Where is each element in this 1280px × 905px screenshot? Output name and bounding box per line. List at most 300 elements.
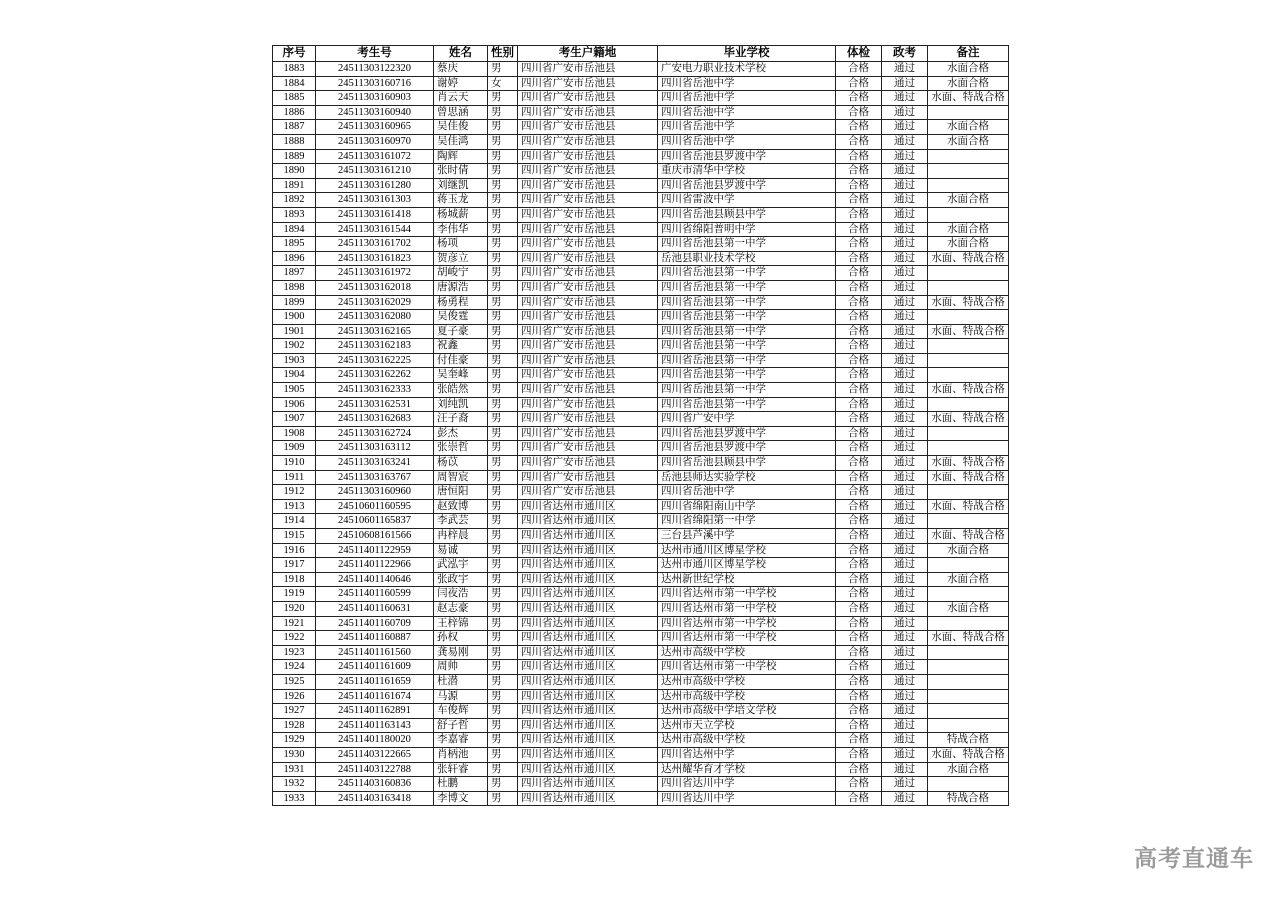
cell-political-check: 通过 — [882, 616, 928, 631]
cell-remark: 水面、特战合格 — [928, 412, 1009, 427]
cell-remark: 水面合格 — [928, 76, 1009, 91]
cell-remark — [928, 660, 1009, 675]
cell-physical-check: 合格 — [836, 164, 882, 179]
cell-name: 冉梓晨 — [434, 529, 488, 544]
cell-name: 杨勇程 — [434, 295, 488, 310]
cell-political-check: 通过 — [882, 777, 928, 792]
cell-index: 1895 — [273, 237, 316, 252]
cell-name: 张崇哲 — [434, 441, 488, 456]
cell-physical-check: 合格 — [836, 689, 882, 704]
cell-physical-check: 合格 — [836, 134, 882, 149]
cell-exam-id: 24511303160970 — [316, 134, 434, 149]
cell-exam-id: 24511401180020 — [316, 733, 434, 748]
cell-remark: 水面、特战合格 — [928, 631, 1009, 646]
cell-name: 王梓锦 — [434, 616, 488, 631]
cell-name: 张轩睿 — [434, 762, 488, 777]
cell-index: 1897 — [273, 266, 316, 281]
cell-political-check: 通过 — [882, 791, 928, 806]
cell-residence: 四川省广安市岳池县 — [518, 266, 658, 281]
cell-gender: 男 — [488, 674, 518, 689]
table-row — [273, 441, 1009, 456]
cell-school: 四川省达州市第一中学校 — [658, 587, 836, 602]
cell-exam-id: 24511401140646 — [316, 572, 434, 587]
cell-index: 1888 — [273, 134, 316, 149]
cell-school: 四川省岳池县第一中学 — [658, 353, 836, 368]
cell-remark: 水面合格 — [928, 62, 1009, 77]
cell-gender: 男 — [488, 601, 518, 616]
cell-physical-check: 合格 — [836, 91, 882, 106]
cell-exam-id: 24511401160599 — [316, 587, 434, 602]
cell-name: 吴俊霆 — [434, 310, 488, 325]
table-row — [273, 704, 1009, 719]
cell-remark — [928, 310, 1009, 325]
cell-exam-id: 24511403122665 — [316, 747, 434, 762]
cell-name: 汪子裔 — [434, 412, 488, 427]
table-row — [273, 339, 1009, 354]
cell-residence: 四川省广安市岳池县 — [518, 310, 658, 325]
cell-name: 陶辉 — [434, 149, 488, 164]
cell-gender: 男 — [488, 266, 518, 281]
cell-name: 杜鹏 — [434, 777, 488, 792]
cell-political-check: 通过 — [882, 120, 928, 135]
cell-name: 谢婷 — [434, 76, 488, 91]
cell-remark — [928, 207, 1009, 222]
cell-index: 1918 — [273, 572, 316, 587]
table-row — [273, 733, 1009, 748]
cell-physical-check: 合格 — [836, 587, 882, 602]
column-header-residence: 考生户籍地 — [518, 46, 658, 62]
cell-index: 1899 — [273, 295, 316, 310]
cell-political-check: 通过 — [882, 222, 928, 237]
cell-remark: 水面合格 — [928, 193, 1009, 208]
cell-school: 广安电力职业技术学校 — [658, 62, 836, 77]
cell-residence: 四川省达州市通川区 — [518, 733, 658, 748]
cell-residence: 四川省广安市岳池县 — [518, 251, 658, 266]
cell-exam-id: 24511403122788 — [316, 762, 434, 777]
table-row — [273, 470, 1009, 485]
cell-school: 四川省绵阳第一中学 — [658, 514, 836, 529]
cell-physical-check: 合格 — [836, 426, 882, 441]
cell-school: 四川省岳池县第一中学 — [658, 339, 836, 354]
cell-remark — [928, 353, 1009, 368]
table-header-row — [273, 46, 1009, 62]
cell-remark — [928, 178, 1009, 193]
cell-political-check: 通过 — [882, 674, 928, 689]
cell-political-check: 通过 — [882, 397, 928, 412]
cell-name: 肖云天 — [434, 91, 488, 106]
cell-gender: 男 — [488, 660, 518, 675]
cell-residence: 四川省广安市岳池县 — [518, 353, 658, 368]
table-row — [273, 62, 1009, 77]
table-row — [273, 718, 1009, 733]
table-row — [273, 105, 1009, 120]
cell-remark — [928, 645, 1009, 660]
cell-school: 重庆市清华中学校 — [658, 164, 836, 179]
column-header-index: 序号 — [273, 46, 316, 62]
cell-residence: 四川省达州市通川区 — [518, 747, 658, 762]
cell-school: 四川省岳池中学 — [658, 76, 836, 91]
cell-remark: 水面合格 — [928, 237, 1009, 252]
cell-index: 1906 — [273, 397, 316, 412]
cell-political-check: 通过 — [882, 529, 928, 544]
cell-school: 四川省岳池县第一中学 — [658, 310, 836, 325]
cell-name: 刘纯凯 — [434, 397, 488, 412]
cell-name: 蔡庆 — [434, 62, 488, 77]
cell-index: 1890 — [273, 164, 316, 179]
cell-name: 吴佳俊 — [434, 120, 488, 135]
cell-political-check: 通过 — [882, 134, 928, 149]
cell-political-check: 通过 — [882, 280, 928, 295]
cell-residence: 四川省达州市通川区 — [518, 572, 658, 587]
cell-physical-check: 合格 — [836, 266, 882, 281]
column-header-remark: 备注 — [928, 46, 1009, 62]
cell-exam-id: 24511303162683 — [316, 412, 434, 427]
cell-school: 四川省岳池中学 — [658, 91, 836, 106]
cell-exam-id: 24511303160965 — [316, 120, 434, 135]
cell-political-check: 通过 — [882, 295, 928, 310]
cell-political-check: 通过 — [882, 353, 928, 368]
cell-residence: 四川省达州市通川区 — [518, 791, 658, 806]
cell-index: 1892 — [273, 193, 316, 208]
cell-political-check: 通过 — [882, 383, 928, 398]
cell-gender: 男 — [488, 412, 518, 427]
cell-index: 1920 — [273, 601, 316, 616]
cell-remark: 水面合格 — [928, 762, 1009, 777]
table-row — [273, 164, 1009, 179]
cell-index: 1911 — [273, 470, 316, 485]
cell-name: 李博文 — [434, 791, 488, 806]
cell-gender: 男 — [488, 543, 518, 558]
table-row — [273, 426, 1009, 441]
cell-political-check: 通过 — [882, 499, 928, 514]
cell-physical-check: 合格 — [836, 631, 882, 646]
cell-exam-id: 24511401161659 — [316, 674, 434, 689]
table-row — [273, 558, 1009, 573]
cell-remark — [928, 587, 1009, 602]
cell-school: 四川省岳池县第一中学 — [658, 383, 836, 398]
cell-exam-id: 24511303163112 — [316, 441, 434, 456]
cell-physical-check: 合格 — [836, 149, 882, 164]
cell-gender: 男 — [488, 339, 518, 354]
table-row — [273, 76, 1009, 91]
table-row — [273, 631, 1009, 646]
cell-index: 1932 — [273, 777, 316, 792]
cell-name: 杜潜 — [434, 674, 488, 689]
cell-index: 1883 — [273, 62, 316, 77]
cell-exam-id: 24511303162333 — [316, 383, 434, 398]
cell-residence: 四川省广安市岳池县 — [518, 397, 658, 412]
cell-political-check: 通过 — [882, 310, 928, 325]
cell-name: 夏子豪 — [434, 324, 488, 339]
cell-residence: 四川省广安市岳池县 — [518, 134, 658, 149]
table-row — [273, 645, 1009, 660]
cell-name: 武泓宇 — [434, 558, 488, 573]
cell-residence: 四川省达州市通川区 — [518, 674, 658, 689]
cell-physical-check: 合格 — [836, 558, 882, 573]
cell-physical-check: 合格 — [836, 324, 882, 339]
cell-physical-check: 合格 — [836, 383, 882, 398]
cell-gender: 男 — [488, 558, 518, 573]
cell-name: 蒋玉龙 — [434, 193, 488, 208]
cell-physical-check: 合格 — [836, 353, 882, 368]
cell-gender: 男 — [488, 791, 518, 806]
cell-residence: 四川省广安市岳池县 — [518, 193, 658, 208]
cell-political-check: 通过 — [882, 339, 928, 354]
table-row — [273, 689, 1009, 704]
cell-gender: 男 — [488, 616, 518, 631]
cell-exam-id: 24511303161280 — [316, 178, 434, 193]
cell-index: 1889 — [273, 149, 316, 164]
table-row — [273, 280, 1009, 295]
cell-school: 达州市高级中学校 — [658, 689, 836, 704]
cell-school: 四川省岳池中学 — [658, 120, 836, 135]
cell-political-check: 通过 — [882, 689, 928, 704]
cell-gender: 男 — [488, 222, 518, 237]
cell-index: 1907 — [273, 412, 316, 427]
cell-name: 车俊辉 — [434, 704, 488, 719]
cell-exam-id: 24510601165837 — [316, 514, 434, 529]
cell-index: 1915 — [273, 529, 316, 544]
table-row — [273, 353, 1009, 368]
cell-remark — [928, 280, 1009, 295]
cell-exam-id: 24511303162165 — [316, 324, 434, 339]
cell-physical-check: 合格 — [836, 295, 882, 310]
cell-name: 彭杰 — [434, 426, 488, 441]
cell-gender: 男 — [488, 762, 518, 777]
cell-remark: 水面合格 — [928, 222, 1009, 237]
cell-remark — [928, 105, 1009, 120]
table-row — [273, 295, 1009, 310]
cell-exam-id: 24511303160960 — [316, 485, 434, 500]
cell-physical-check: 合格 — [836, 222, 882, 237]
cell-gender: 男 — [488, 383, 518, 398]
cell-name: 周智宸 — [434, 470, 488, 485]
table-row — [273, 777, 1009, 792]
cell-residence: 四川省达州市通川区 — [518, 514, 658, 529]
cell-name: 付佳豪 — [434, 353, 488, 368]
cell-remark — [928, 149, 1009, 164]
cell-remark: 水面、特战合格 — [928, 456, 1009, 471]
cell-gender: 男 — [488, 645, 518, 660]
cell-exam-id: 24511303161303 — [316, 193, 434, 208]
cell-residence: 四川省达州市通川区 — [518, 631, 658, 646]
cell-remark — [928, 704, 1009, 719]
cell-school: 达州耀华育才学校 — [658, 762, 836, 777]
cell-physical-check: 合格 — [836, 120, 882, 135]
cell-school: 四川省岳池县罗渡中学 — [658, 441, 836, 456]
cell-remark: 水面、特战合格 — [928, 529, 1009, 544]
cell-physical-check: 合格 — [836, 674, 882, 689]
cell-physical-check: 合格 — [836, 718, 882, 733]
cell-school: 四川省岳池县第一中学 — [658, 280, 836, 295]
cell-school: 四川省绵阳普明中学 — [658, 222, 836, 237]
table-row — [273, 762, 1009, 777]
cell-school: 达州市高级中学校 — [658, 645, 836, 660]
cell-school: 四川省雷波中学 — [658, 193, 836, 208]
cell-physical-check: 合格 — [836, 412, 882, 427]
cell-gender: 男 — [488, 718, 518, 733]
cell-exam-id: 24511303163767 — [316, 470, 434, 485]
cell-residence: 四川省广安市岳池县 — [518, 383, 658, 398]
cell-residence: 四川省达州市通川区 — [518, 601, 658, 616]
cell-school: 四川省岳池县顾县中学 — [658, 207, 836, 222]
cell-residence: 四川省广安市岳池县 — [518, 164, 658, 179]
cell-political-check: 通过 — [882, 193, 928, 208]
cell-index: 1891 — [273, 178, 316, 193]
cell-physical-check: 合格 — [836, 514, 882, 529]
cell-gender: 男 — [488, 426, 518, 441]
cell-political-check: 通过 — [882, 91, 928, 106]
cell-name: 李嘉睿 — [434, 733, 488, 748]
cell-exam-id: 24511401122966 — [316, 558, 434, 573]
cell-index: 1908 — [273, 426, 316, 441]
cell-name: 舒子哲 — [434, 718, 488, 733]
cell-physical-check: 合格 — [836, 207, 882, 222]
cell-gender: 男 — [488, 164, 518, 179]
cell-residence: 四川省广安市岳池县 — [518, 295, 658, 310]
cell-name: 闫夜浩 — [434, 587, 488, 602]
cell-name: 李伟华 — [434, 222, 488, 237]
cell-school: 四川省达州中学 — [658, 747, 836, 762]
cell-exam-id: 24511303162225 — [316, 353, 434, 368]
table-row — [273, 324, 1009, 339]
cell-index: 1903 — [273, 353, 316, 368]
cell-political-check: 通过 — [882, 470, 928, 485]
cell-school: 四川省岳池县第一中学 — [658, 237, 836, 252]
cell-political-check: 通过 — [882, 251, 928, 266]
cell-residence: 四川省达州市通川区 — [518, 645, 658, 660]
table-row — [273, 601, 1009, 616]
cell-index: 1884 — [273, 76, 316, 91]
cell-remark — [928, 616, 1009, 631]
table-row — [273, 91, 1009, 106]
cell-school: 四川省达州市第一中学校 — [658, 660, 836, 675]
cell-school: 四川省岳池县第一中学 — [658, 266, 836, 281]
cell-political-check: 通过 — [882, 105, 928, 120]
table-row — [273, 587, 1009, 602]
cell-residence: 四川省达州市通川区 — [518, 543, 658, 558]
cell-remark: 水面、特战合格 — [928, 295, 1009, 310]
cell-physical-check: 合格 — [836, 339, 882, 354]
cell-index: 1933 — [273, 791, 316, 806]
cell-residence: 四川省广安市岳池县 — [518, 339, 658, 354]
cell-residence: 四川省广安市岳池县 — [518, 237, 658, 252]
cell-exam-id: 24511403163418 — [316, 791, 434, 806]
cell-residence: 四川省达州市通川区 — [518, 689, 658, 704]
cell-school: 四川省岳池中学 — [658, 134, 836, 149]
cell-index: 1901 — [273, 324, 316, 339]
cell-name: 李武芸 — [434, 514, 488, 529]
cell-gender: 男 — [488, 777, 518, 792]
table-row — [273, 674, 1009, 689]
cell-residence: 四川省广安市岳池县 — [518, 456, 658, 471]
cell-gender: 男 — [488, 368, 518, 383]
cell-exam-id: 24511303162183 — [316, 339, 434, 354]
cell-school: 达州新世纪学校 — [658, 572, 836, 587]
cell-gender: 女 — [488, 76, 518, 91]
cell-name: 张政宇 — [434, 572, 488, 587]
cell-school: 达州市天立学校 — [658, 718, 836, 733]
cell-residence: 四川省广安市岳池县 — [518, 368, 658, 383]
cell-school: 达州市通川区博星学校 — [658, 558, 836, 573]
column-header-exam-id: 考生号 — [316, 46, 434, 62]
cell-school: 四川省达州市第一中学校 — [658, 601, 836, 616]
cell-name: 杨项 — [434, 237, 488, 252]
cell-remark — [928, 266, 1009, 281]
cell-gender: 男 — [488, 529, 518, 544]
cell-index: 1924 — [273, 660, 316, 675]
cell-index: 1910 — [273, 456, 316, 471]
cell-gender: 男 — [488, 310, 518, 325]
cell-political-check: 通过 — [882, 324, 928, 339]
cell-exam-id: 24511401163143 — [316, 718, 434, 733]
cell-exam-id: 24511303161972 — [316, 266, 434, 281]
cell-school: 四川省达川中学 — [658, 777, 836, 792]
cell-gender: 男 — [488, 91, 518, 106]
cell-political-check: 通过 — [882, 733, 928, 748]
cell-residence: 四川省达州市通川区 — [518, 762, 658, 777]
cell-exam-id: 24511401160887 — [316, 631, 434, 646]
cell-residence: 四川省广安市岳池县 — [518, 426, 658, 441]
table-row — [273, 120, 1009, 135]
cell-school: 达州市高级中学培文学校 — [658, 704, 836, 719]
cell-physical-check: 合格 — [836, 733, 882, 748]
cell-political-check: 通过 — [882, 368, 928, 383]
cell-exam-id: 24511303162262 — [316, 368, 434, 383]
cell-remark — [928, 558, 1009, 573]
cell-name: 唐恒阳 — [434, 485, 488, 500]
cell-physical-check: 合格 — [836, 572, 882, 587]
cell-physical-check: 合格 — [836, 499, 882, 514]
cell-physical-check: 合格 — [836, 62, 882, 77]
table-row — [273, 485, 1009, 500]
cell-exam-id: 24511303160716 — [316, 76, 434, 91]
cell-school: 达州市高级中学校 — [658, 733, 836, 748]
cell-index: 1894 — [273, 222, 316, 237]
candidate-table — [272, 45, 1009, 806]
cell-gender: 男 — [488, 207, 518, 222]
table-row — [273, 149, 1009, 164]
table-row — [273, 251, 1009, 266]
cell-gender: 男 — [488, 499, 518, 514]
cell-residence: 四川省达州市通川区 — [518, 558, 658, 573]
cell-gender: 男 — [488, 689, 518, 704]
cell-exam-id: 24511303163241 — [316, 456, 434, 471]
cell-exam-id: 24511303161702 — [316, 237, 434, 252]
cell-exam-id: 24511303161544 — [316, 222, 434, 237]
cell-residence: 四川省广安市岳池县 — [518, 324, 658, 339]
cell-exam-id: 24511303122320 — [316, 62, 434, 77]
cell-gender: 男 — [488, 193, 518, 208]
cell-residence: 四川省广安市岳池县 — [518, 149, 658, 164]
cell-exam-id: 24511401161609 — [316, 660, 434, 675]
cell-physical-check: 合格 — [836, 777, 882, 792]
cell-remark: 水面、特战合格 — [928, 499, 1009, 514]
cell-remark: 水面、特战合格 — [928, 747, 1009, 762]
column-header-school: 毕业学校 — [658, 46, 836, 62]
cell-physical-check: 合格 — [836, 456, 882, 471]
cell-physical-check: 合格 — [836, 660, 882, 675]
cell-gender: 男 — [488, 295, 518, 310]
cell-school: 四川省岳池县罗渡中学 — [658, 149, 836, 164]
cell-name: 张皓然 — [434, 383, 488, 398]
cell-remark: 水面合格 — [928, 543, 1009, 558]
cell-index: 1896 — [273, 251, 316, 266]
cell-political-check: 通过 — [882, 149, 928, 164]
cell-remark: 水面、特战合格 — [928, 91, 1009, 106]
cell-residence: 四川省广安市岳池县 — [518, 207, 658, 222]
cell-residence: 四川省广安市岳池县 — [518, 76, 658, 91]
